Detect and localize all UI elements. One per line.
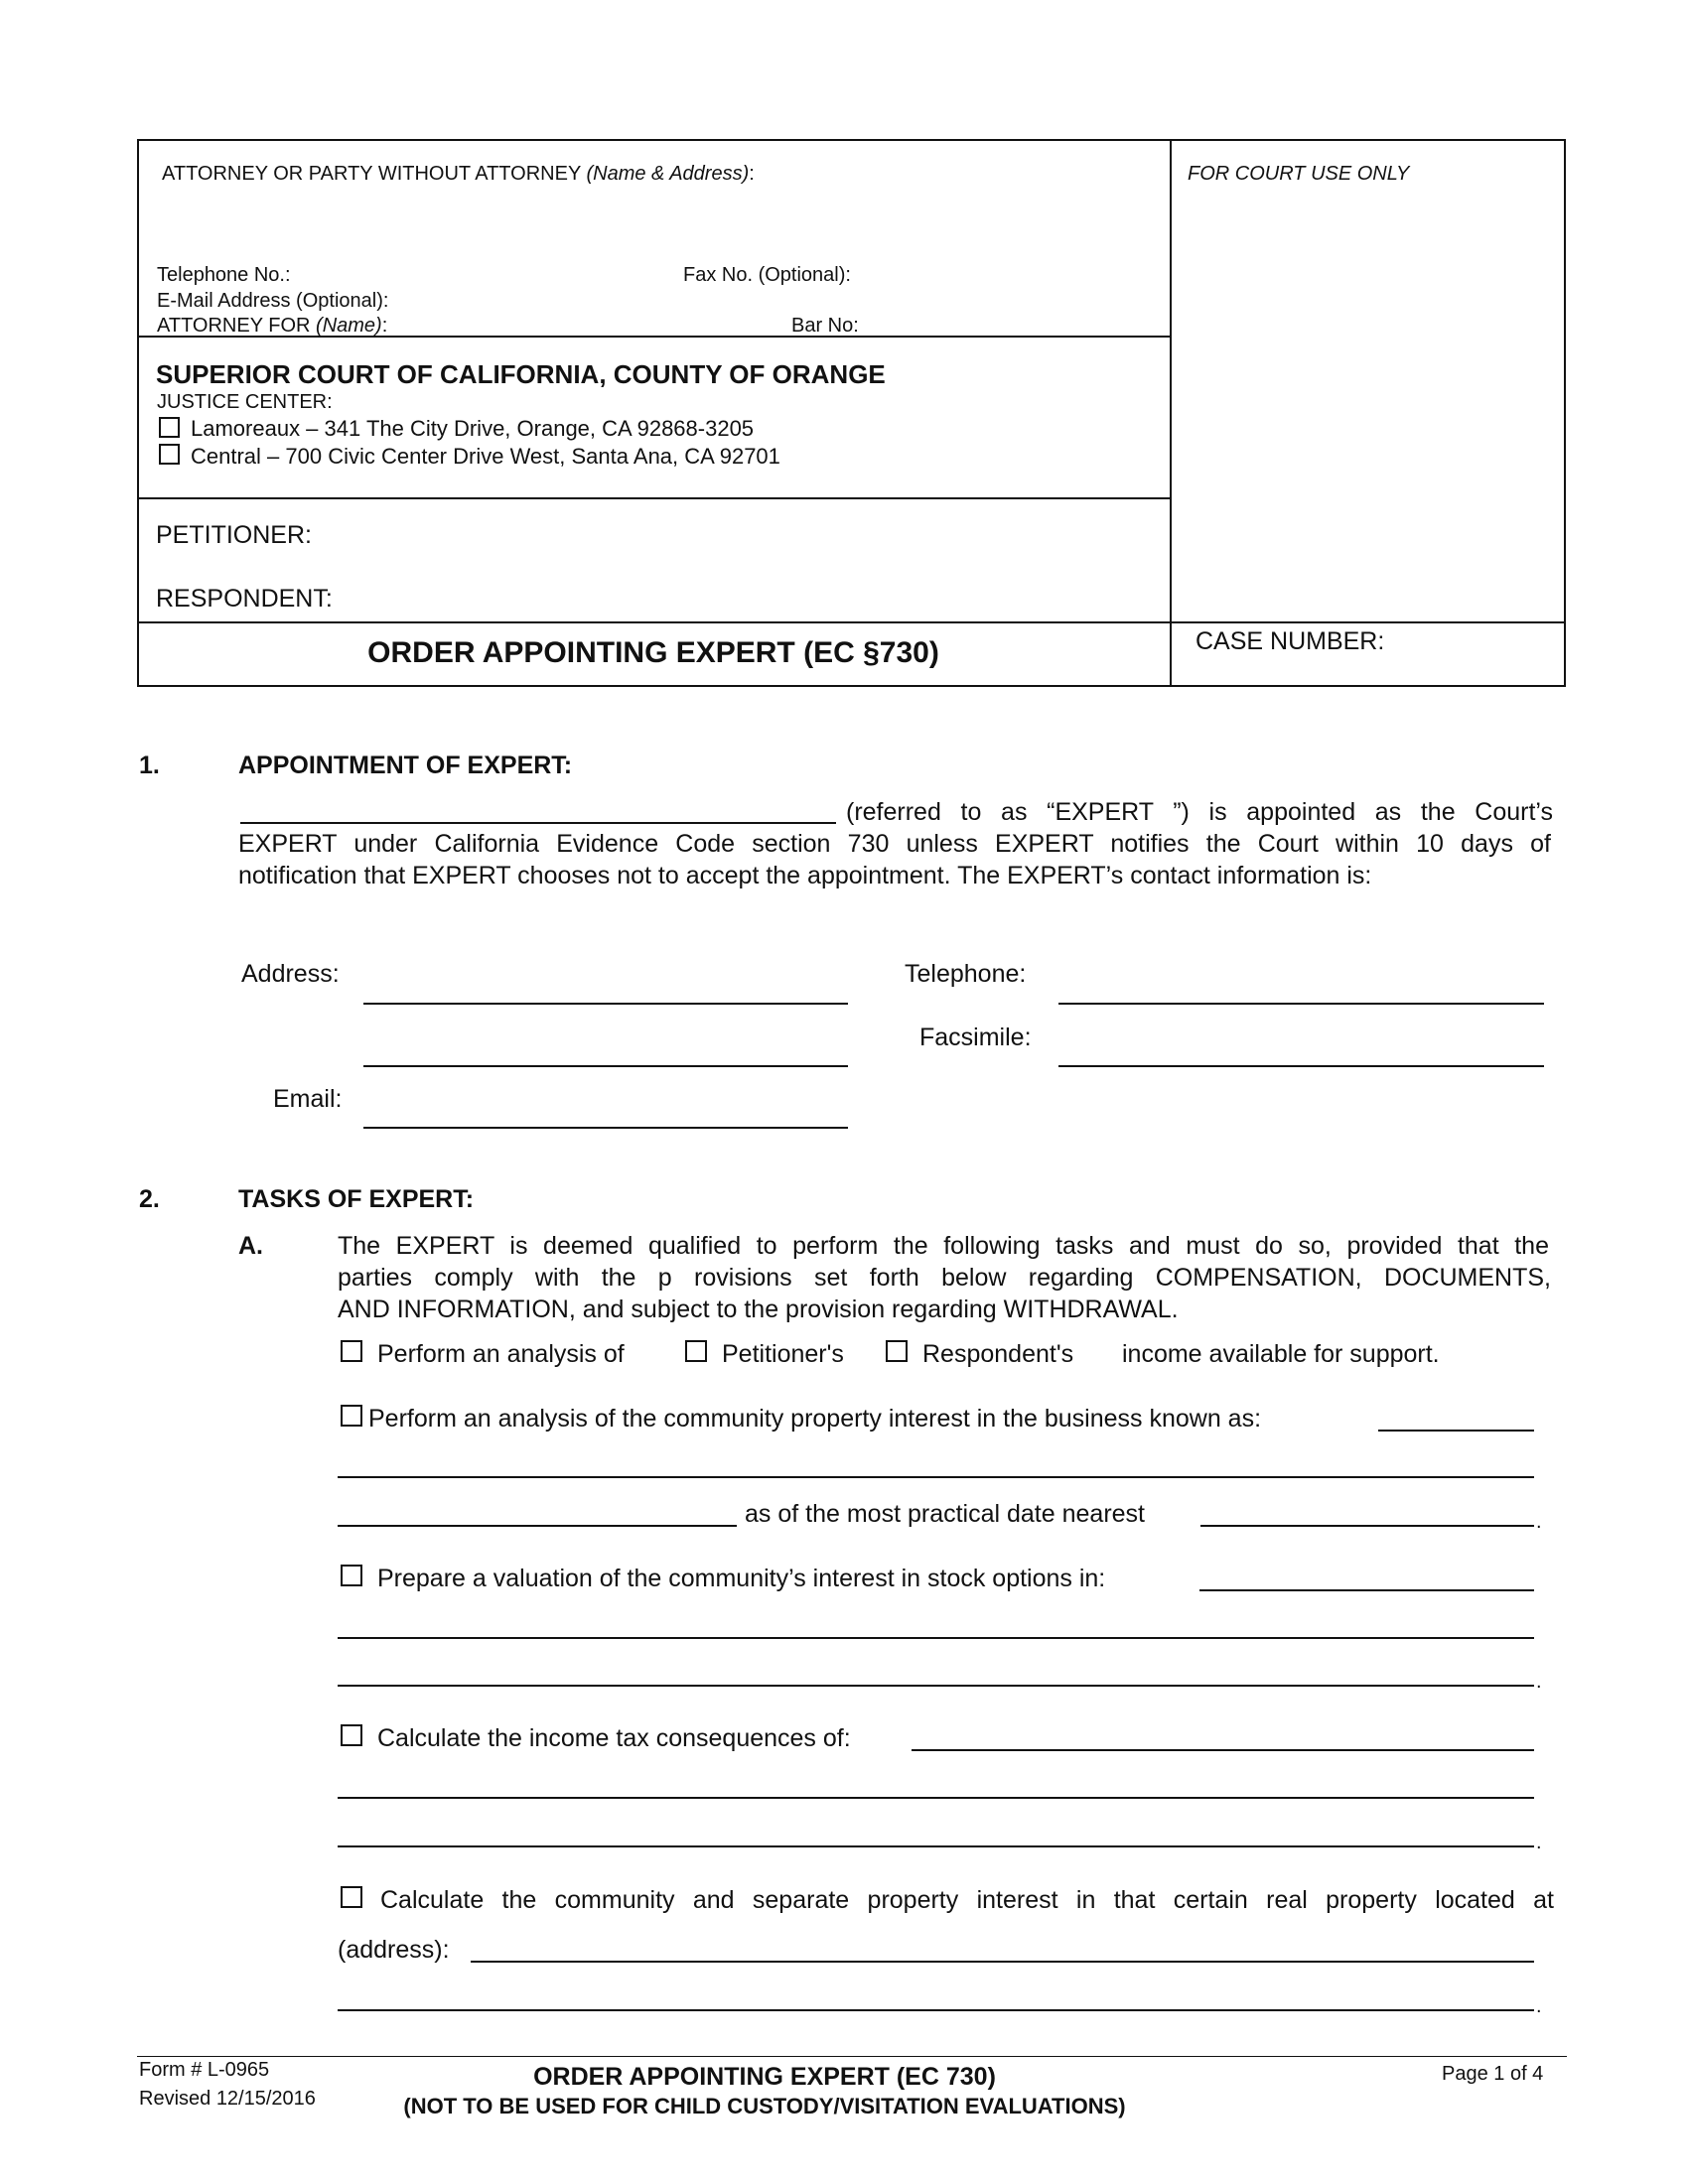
caption-outer-box — [137, 139, 1566, 687]
facsimile-label: Facsimile: — [919, 1024, 1032, 1051]
attorney-for-label — [157, 315, 387, 338]
telephone-label: Telephone No.: — [157, 264, 291, 286]
justice-center-label: JUSTICE CENTER: — [157, 391, 333, 413]
task5-period: . — [1536, 1995, 1542, 2017]
case-number-label: CASE NUMBER: — [1196, 627, 1385, 655]
task4-text: Calculate the income tax consequences of: — [377, 1724, 851, 1752]
task3-checkbox[interactable] — [341, 1565, 362, 1586]
respondent-income-checkbox[interactable] — [886, 1340, 908, 1362]
tax-consequences-field-3[interactable] — [338, 1845, 1534, 1847]
telephone-field-label: Telephone: — [905, 960, 1027, 988]
property-address-field-2[interactable] — [338, 2009, 1534, 2011]
central-checkbox[interactable] — [159, 444, 180, 465]
task1-suffix: income available for support. — [1122, 1340, 1440, 1368]
petitioner-income-checkbox[interactable] — [685, 1340, 707, 1362]
section1-line1: (referred to as “EXPERT ”) is appointed as the Court’s — [846, 798, 1553, 826]
form-title: ORDER APPOINTING EXPERT (EC §730) — [367, 636, 939, 669]
email-field-label: Email: — [273, 1085, 343, 1113]
petitioner-label: PETITIONER: — [156, 521, 312, 549]
telephone-field[interactable] — [1058, 1003, 1544, 1005]
section1-heading: APPOINTMENT OF EXPERT: — [238, 751, 573, 779]
address-field-1[interactable] — [363, 1003, 848, 1005]
attorney-for-text: ATTORNEY FOR — [157, 315, 317, 337]
expert-name-field[interactable] — [240, 822, 836, 824]
facsimile-field[interactable] — [1058, 1065, 1544, 1067]
task2-text: Perform an analysis of the community property interest in the business known as: — [368, 1405, 1262, 1433]
central-address: Central – 700 Civic Center Drive West, Santa Ana, CA 92701 — [191, 444, 780, 469]
task1-petitioner: Petitioner's — [722, 1340, 844, 1368]
lamoreaux-checkbox[interactable] — [159, 417, 180, 438]
task1-respondent: Respondent's — [922, 1340, 1074, 1368]
task5-address-label: (address): — [338, 1936, 450, 1964]
business-name-field-1[interactable] — [1378, 1430, 1534, 1432]
task2-date-text: as of the most practical date nearest — [745, 1500, 1145, 1528]
task2-checkbox[interactable] — [341, 1405, 362, 1427]
task5-checkbox[interactable] — [341, 1886, 362, 1908]
caption-divider-vertical — [1170, 139, 1172, 687]
tax-consequences-field-1[interactable] — [912, 1749, 1534, 1751]
practical-date-field[interactable] — [1200, 1525, 1534, 1527]
section1-number: 1. — [139, 751, 160, 779]
section2-heading: TASKS OF EXPERT: — [238, 1185, 475, 1213]
task1-checkbox[interactable] — [341, 1340, 362, 1362]
business-name-field-3[interactable] — [338, 1525, 737, 1527]
address-field-2[interactable] — [363, 1065, 848, 1067]
business-name-field-2[interactable] — [338, 1476, 1534, 1478]
footer-form-number: Form # L-0965 — [139, 2059, 270, 2081]
attorney-label-text: ATTORNEY OR PARTY WITHOUT ATTORNEY — [162, 163, 587, 185]
caption-divider-parties — [137, 621, 1566, 623]
lamoreaux-address: Lamoreaux – 341 The City Drive, Orange, CA 92868-3205 — [191, 416, 755, 441]
task4-period: . — [1536, 1832, 1542, 1853]
stock-options-field-3[interactable] — [338, 1685, 1534, 1687]
footer-title: ORDER APPOINTING EXPERT (EC 730) — [533, 2063, 996, 2091]
task3-period: . — [1536, 1671, 1542, 1693]
attorney-label-colon: : — [749, 163, 755, 185]
section2-para-line1: The EXPERT is deemed qualified to perform the following tasks and must do so, provided that the — [338, 1232, 1549, 1260]
stock-options-field-2[interactable] — [338, 1637, 1534, 1639]
task1-text: Perform an analysis of — [377, 1340, 625, 1368]
attorney-label — [162, 163, 755, 186]
footer-revised: Revised 12/15/2016 — [139, 2088, 316, 2110]
attorney-label-italic: (Name & Address) — [586, 163, 750, 185]
section2-para-line3: AND INFORMATION, and subject to the provision regarding WITHDRAWAL. — [338, 1296, 1179, 1323]
task2-period: . — [1536, 1511, 1542, 1533]
address-label: Address: — [241, 960, 340, 988]
tax-consequences-field-2[interactable] — [338, 1797, 1534, 1799]
court-use-only-label: FOR COURT USE ONLY — [1188, 163, 1410, 185]
email-field[interactable] — [363, 1127, 848, 1129]
footer-page: Page 1 of 4 — [1442, 2063, 1544, 2085]
section1-line2: EXPERT under California Evidence Code section 730 unless EXPERT notifies the Court within 10 days of — [238, 830, 1551, 858]
bar-no-label: Bar No: — [791, 315, 859, 337]
task3-text: Prepare a valuation of the community’s interest in stock options in: — [377, 1565, 1106, 1592]
section1-line3: notification that EXPERT chooses not to accept the appointment. The EXPERT’s contact information is: — [238, 862, 1372, 889]
court-name: SUPERIOR COURT OF CALIFORNIA, COUNTY OF ORANGE — [156, 359, 886, 389]
respondent-label: RESPONDENT: — [156, 585, 333, 613]
footer-subtitle: (NOT TO BE USED FOR CHILD CUSTODY/VISITATION EVALUATIONS) — [403, 2094, 1126, 2118]
task4-checkbox[interactable] — [341, 1724, 362, 1746]
attorney-for-colon: : — [381, 315, 388, 337]
property-address-field-1[interactable] — [471, 1961, 1534, 1963]
stock-options-field-1[interactable] — [1199, 1589, 1534, 1591]
attorney-for-italic: (Name) — [316, 315, 382, 337]
task5-text: Calculate the community and separate property interest in that certain real property located at — [380, 1886, 1554, 1914]
section2-para-line2: parties comply with the p rovisions set forth below regarding COMPENSATION, DOCUMENTS, — [338, 1264, 1551, 1292]
email-label: E-Mail Address (Optional): — [157, 290, 389, 312]
caption-divider-court — [137, 497, 1171, 499]
section2-number: 2. — [139, 1185, 160, 1213]
fax-label: Fax No. (Optional): — [683, 264, 851, 286]
footer-rule — [137, 2056, 1567, 2057]
section2-sub-letter: A. — [238, 1232, 263, 1260]
